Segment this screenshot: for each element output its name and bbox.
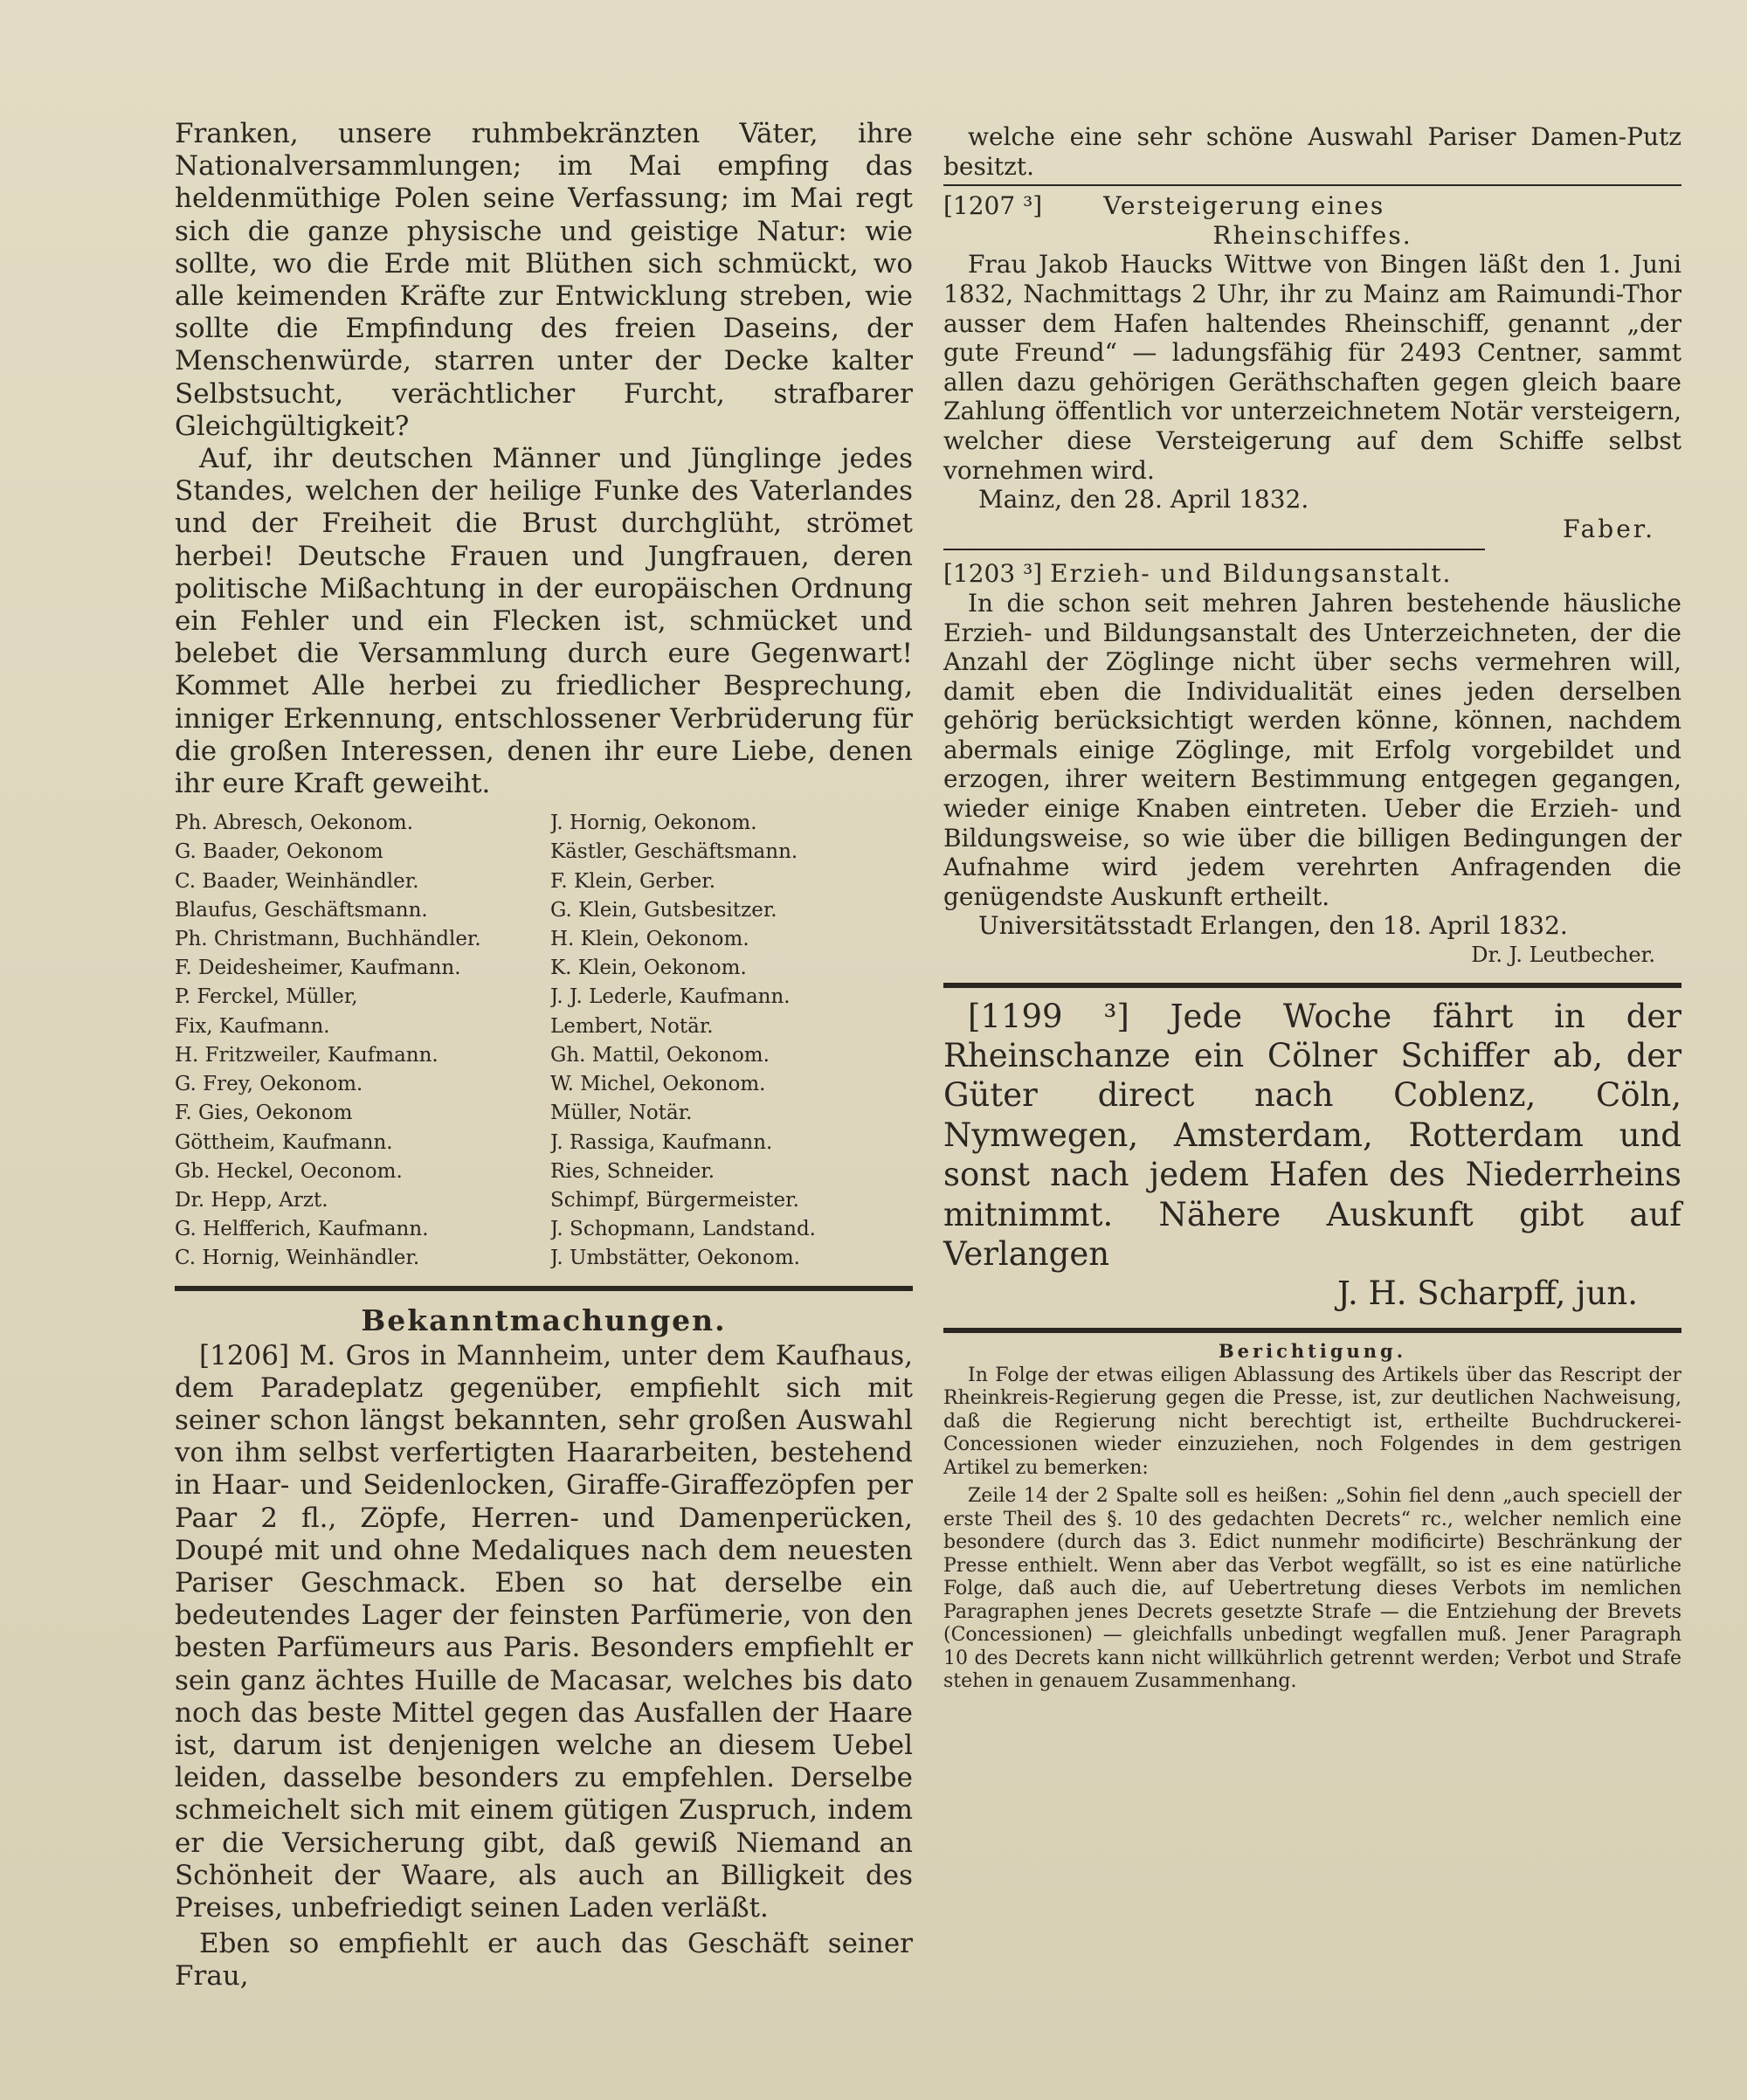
signatory-right: J. Umbstätter, Oekonom. (550, 1247, 800, 1270)
signatory-right: Kästler, Geschäftsmann. (550, 840, 798, 864)
signatory-left: F. Deidesheimer, Kaufmann. (175, 957, 461, 980)
signatory-left: Ph. Christmann, Buchhändler. (175, 928, 481, 951)
signatory-left: P. Ferckel, Müller, (175, 985, 358, 1009)
ad-1207-title-line1: Versteigerung eines (1103, 191, 1385, 221)
ad-1207-text: Frau Jakob Haucks Wittwe von Bingen läßt den 1. Juni 1832, Nachmittags 2 Uhr, ihr zu Mainz am Raimundi-Thor ausser dem Hafen haltendes Rheinschiff, genannt „der gute Freund“ — ladungsfähig für 2493 Centner, sammt allen dazu gehörigen Geräthschaften gegen gleich baare Zahlung öffentlich vor unterzeichnetem Notär versteigern, welcher diese Versteigerung auf dem Schiffe selbst vornehmen wird. (943, 250, 1681, 485)
signatory-left: C. Baader, Weinhändler. (175, 869, 419, 893)
correction-heading: Berichtigung. (1218, 1339, 1407, 1362)
ad-1203-tag: [1203 ³] (943, 559, 1043, 589)
carryover-text: welche eine sehr schöne Auswahl Pariser Damen-Putz besitzt. (943, 122, 1681, 181)
ad-1207-title-line2: Rheinschiffes. (1212, 220, 1412, 250)
signatory-left: Gb. Heckel, Oeconom. (175, 1159, 403, 1183)
ad-1207 (943, 191, 1681, 543)
ad-1206-text: M. Gros in Mannheim, unter dem Kaufhaus, dem Paradeplatz gegenüber, empfiehlt sich mit seiner schon längst bekannten, sehr großen Auswahl von ihm selbst verfertigten Haararbeiten, bestehend in Haar- und Seidenlocken, Giraffe-Giraffezöpfen per Paar 2 fl., Zöpfe, Herren- und Damenperücken, Doupé mit und ohne Medaliques nach dem neuesten Pariser Geschmack. Eben so hat derselbe ein bedeutendes Lager der feinsten Parfümerie, von den besten Parfümeurs aus Paris. Besonders empfiehlt er sein ganz ächtes Huille de Macasar, welches bis dato noch das beste Mittel gegen das Ausfallen der Haare ist, darum ist denjenigen welche an diesem Uebel leiden, dasselbe besonders zu empfehlen. Derselbe schmeichelt sich mit einem gütigen Zuspruch, indem er die Versicherung gibt, daß gewiß Niemand an Schönheit der Waare, als auch an Billigkeit des Preises, unbefriedigt seinen Laden verläßt. (175, 1339, 913, 1924)
signatory-right: J. Rassiga, Kaufmann. (550, 1130, 773, 1154)
signatories-list (175, 809, 913, 1273)
signatory-left: H. Fritzweiler, Kaufmann. (175, 1043, 438, 1067)
divider (943, 184, 1681, 186)
ad-1207-signature: Faber. (1563, 514, 1655, 543)
signatory-right: K. Klein, Oekonom. (550, 957, 747, 980)
signatory-right: F. Klein, Gerber. (550, 869, 716, 893)
signatory-left: Fix, Kaufmann. (175, 1014, 330, 1038)
signatory-right: J. Schopmann, Landstand. (550, 1218, 816, 1241)
ad-1199-tag: [1199 ³] (968, 997, 1129, 1035)
ad-1206-tag: [1206] (199, 1339, 290, 1371)
signatory-right: Gh. Mattil, Oekonom. (550, 1043, 770, 1067)
correction-notice (943, 1338, 1681, 1694)
signatory-left: G. Helfferich, Kaufmann. (175, 1218, 429, 1241)
signatory-right: Lembert, Notär. (550, 1014, 714, 1038)
ad-1203 (943, 559, 1681, 970)
ad-1207-place-date: Mainz, den 28. April 1832. (978, 485, 1309, 515)
ad-1206-continuation: Eben so empfiehlt er auch das Geschäft seiner Frau, (175, 1928, 913, 1993)
section-divider (175, 1286, 913, 1291)
section-heading: Bekanntmachungen. (361, 1302, 727, 1337)
signatory-left: Blaufus, Geschäftsmann. (175, 898, 428, 922)
signatory-left: C. Hornig, Weinhändler. (175, 1247, 420, 1270)
signatory-left: G. Frey, Oekonom. (175, 1073, 363, 1096)
signatory-left: G. Baader, Oekonom (175, 840, 383, 864)
ad-1207-tag: [1207 ³] (943, 191, 1043, 221)
signatory-left: Göttheim, Kaufmann. (175, 1130, 393, 1154)
divider (943, 549, 1485, 550)
signatory-left: Dr. Hepp, Arzt. (175, 1188, 328, 1212)
signatory-right: G. Klein, Gutsbesitzer. (550, 898, 777, 922)
signatory-right: J. Hornig, Oekonom. (550, 812, 757, 835)
intro-paragraph: Franken, unsere ruhmbekränzten Väter, ihre Nationalversammlungen; im Mai empfing das heldenmüthige Polen seine Verfassung; im Mai regt sich die ganze physische und geistige Natur: wie sollte, wo die Erde mit Blüthen sich schmückt, wo alle keimenden Kräfte zur Entwicklung streben, wie sollte die Empfindung des freien Daseins, der Menschenwürde, starren unter der Decke kalter Selbstsucht, verächtlicher Furcht, strafbarer Gleichgültigkeit? (175, 118, 913, 442)
ad-1199-text: Jede Woche fährt in der Rheinschanze ein Cölner Schiffer ab, der Güter direct nach Coblenz, Cöln, Nymwegen, Amsterdam, Rotterdam und sonst nach jedem Hafen des Niederrheins mitnimmt. Nähere Auskunft gibt auf Verlangen (943, 997, 1681, 1274)
section-divider (943, 983, 1681, 988)
signatory-left: Ph. Abresch, Oekonom. (175, 812, 414, 835)
ad-1206 (175, 1340, 913, 1925)
correction-text: In Folge der etwas eiligen Ablassung des Artikels über das Rescript der Rheinkreis-Regierung gegen die Presse, ist, zur deutlichen Nachweisung, daß die Regierung nicht berechtigt ist, ertheilte Buchdruckerei-Concessionen wieder einzuziehen, noch Folgendes in dem gestrigen Artikel zu bemerken: (943, 1364, 1681, 1479)
signatory-right: Schimpf, Bürgermeister. (550, 1188, 799, 1212)
ad-1199 (943, 997, 1681, 1314)
signatory-left: F. Gies, Oekonom (175, 1102, 353, 1125)
appeal-paragraph: Auf, ihr deutschen Männer und Jünglinge jedes Standes, welchen der heilige Funke des Vaterlandes und der Freiheit die Brust durchglüht, strömet herbei! Deutsche Frauen und Jungfrauen, deren politische Mißachtung in der europäischen Ordnung ein Fehler und ein Flecken ist, schmücket und belebet die Versammlung durch eure Gegenwart! Kommet Alle herbei zu friedlicher Besprechung, inniger Erkennung, entschlossener Verbrüderung für die großen Interessen, denen ihr eure Liebe, denen ihr eure Kraft geweiht. (175, 443, 913, 800)
ad-1199-signature: J. H. Scharpff, jun. (1337, 1275, 1638, 1313)
ad-1203-title: Erzieh- und Bildungsanstalt. (1050, 559, 1453, 589)
signatory-right: H. Klein, Oekonom. (550, 928, 749, 951)
signatory-right: Müller, Notär. (550, 1102, 693, 1125)
signatory-right: W. Michel, Oekonom. (550, 1073, 766, 1096)
ad-1203-signature: Dr. J. Leutbecher. (1471, 943, 1655, 968)
signatory-right: J. J. Lederle, Kaufmann. (550, 985, 791, 1009)
section-divider (943, 1328, 1681, 1333)
correction-quote: Zeile 14 der 2 Spalte soll es heißen: „Sohin fiel denn „auch speciell der erste Theil des §. 10 des gedachten Decrets“ rc., welcher nemlich eine besondere (durch das 3. Edict nunmehr modificirte) Beschränkung der Presse enthielt. Wenn aber das Verbot wegfällt, so ist es eine natürliche Folge, daß auch die, auf Uebertretung dieses Verbots im nemlichen Paragraphen jenes Decrets gesetzte Strafe — die Entziehung der Brevets (Concessionen) — gleichfalls unbedingt wegfallen muß. Jener Paragraph 10 des Decrets kann nicht willkührlich getrennt werden; Verbot und Strafe stehen in genauem Zusammenhang. (943, 1485, 1681, 1693)
signatory-right: Ries, Schneider. (550, 1159, 715, 1183)
left-column (175, 118, 913, 1993)
right-column (943, 122, 1681, 1694)
ad-1203-text: In die schon seit mehren Jahren bestehende häusliche Erzieh- und Bildungsanstalt des Unterzeichneten, der die Anzahl der Zöglinge nicht über sechs vermehren will, damit eben die Individualität eines jeden derselben gehörig berücksichtigt werden könne, können, nachdem abermals einige Zöglinge, mit Erfolg vorgebildet und erzogen, ihrer weitern Bestimmung entgegen gegangen, wieder einige Knaben eintreten. Ueber die Erzieh- und Bildungsweise, so wie über die billigen Bedingungen der Aufnahme wird jedem verehrten Anfragenden die genügendste Auskunft ertheilt. (943, 588, 1681, 911)
ad-1203-place-date: Universitätsstadt Erlangen, den 18. April 1832. (978, 911, 1568, 941)
